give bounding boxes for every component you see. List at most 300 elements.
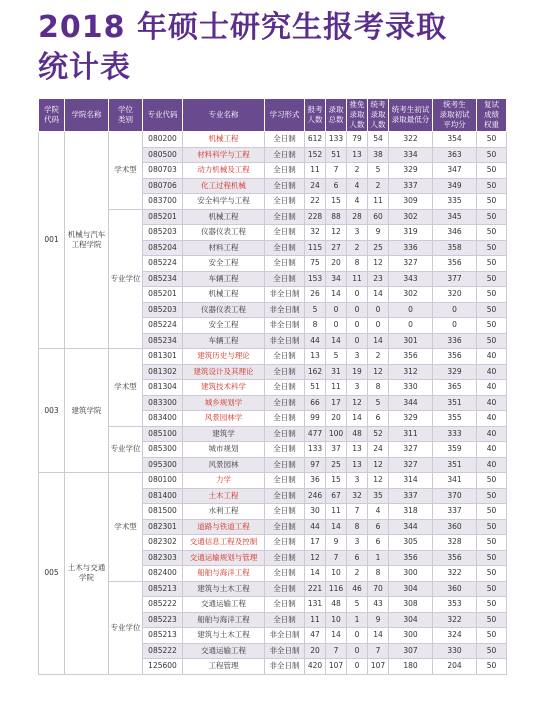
- applicants: 24: [305, 178, 326, 194]
- study-mode: 非全日制: [265, 333, 305, 349]
- college-name: 土木与交通学院: [65, 473, 109, 675]
- applicants: 11: [305, 612, 326, 628]
- major-name: 交通运输工程: [183, 643, 265, 659]
- major-name: 城乡规划学: [183, 395, 265, 411]
- table-row: [39, 581, 507, 597]
- exam-admitted: 8: [368, 566, 389, 582]
- applicants: 36: [305, 473, 326, 489]
- retest-weight: 50: [477, 333, 507, 349]
- page-title: [38, 8, 518, 88]
- study-mode: 全日制: [265, 380, 305, 396]
- study-mode: 非全日制: [265, 302, 305, 318]
- major-name: 道路与铁道工程: [183, 519, 265, 535]
- exam-admitted: 38: [368, 147, 389, 163]
- applicants: 8: [305, 318, 326, 334]
- retest-weight: 50: [477, 178, 507, 194]
- exempt-admitted: 12: [347, 395, 368, 411]
- admitted-total: 14: [326, 628, 347, 644]
- exempt-admitted: 0: [347, 333, 368, 349]
- avg-score: 351: [433, 457, 477, 473]
- min-score: 304: [389, 612, 433, 628]
- admitted-total: 10: [326, 566, 347, 582]
- major-code: 085223: [143, 612, 183, 628]
- admitted-total: 11: [326, 504, 347, 520]
- exempt-admitted: 14: [347, 411, 368, 427]
- major-name: 材料科学与工程: [183, 147, 265, 163]
- admitted-total: 14: [326, 287, 347, 303]
- min-score: 302: [389, 209, 433, 225]
- avg-score: 320: [433, 287, 477, 303]
- avg-score: 363: [433, 147, 477, 163]
- exempt-admitted: 6: [347, 550, 368, 566]
- applicants: 228: [305, 209, 326, 225]
- study-mode: 非全日制: [265, 287, 305, 303]
- min-score: 307: [389, 643, 433, 659]
- min-score: 312: [389, 364, 433, 380]
- applicants: 246: [305, 488, 326, 504]
- retest-weight: 50: [477, 535, 507, 551]
- exempt-admitted: 3: [347, 225, 368, 241]
- applicants: 99: [305, 411, 326, 427]
- admitted-total: 107: [326, 659, 347, 675]
- study-mode: 全日制: [265, 519, 305, 535]
- study-mode: 全日制: [265, 581, 305, 597]
- avg-score: 356: [433, 550, 477, 566]
- major-code: 085224: [143, 256, 183, 272]
- retest-weight: 50: [477, 659, 507, 675]
- retest-weight: 50: [477, 256, 507, 272]
- exempt-admitted: 32: [347, 488, 368, 504]
- exempt-admitted: 0: [347, 287, 368, 303]
- major-code: 085203: [143, 225, 183, 241]
- table-row: [39, 132, 507, 148]
- study-mode: 全日制: [265, 271, 305, 287]
- retest-weight: 50: [477, 318, 507, 334]
- major-name: 建筑设计及其理论: [183, 364, 265, 380]
- column-header: 统考生初试 录取最低分: [389, 99, 433, 132]
- admitted-total: 11: [326, 380, 347, 396]
- avg-score: 0: [433, 302, 477, 318]
- min-score: 329: [389, 163, 433, 179]
- applicants: 44: [305, 333, 326, 349]
- degree-type: 学术型: [109, 132, 143, 210]
- major-name: 建筑学: [183, 426, 265, 442]
- admitted-total: 7: [326, 163, 347, 179]
- exam-admitted: 8: [368, 380, 389, 396]
- min-score: 329: [389, 411, 433, 427]
- exempt-admitted: 3: [347, 380, 368, 396]
- study-mode: 全日制: [265, 535, 305, 551]
- major-name: 机械工程: [183, 209, 265, 225]
- title-line-1: 2018 年硕士研究生报考录取: [38, 10, 447, 45]
- exempt-admitted: 0: [347, 318, 368, 334]
- avg-score: 324: [433, 628, 477, 644]
- degree-type: 专业学位: [109, 209, 143, 349]
- applicants: 5: [305, 302, 326, 318]
- exempt-admitted: 8: [347, 256, 368, 272]
- major-code: 085234: [143, 333, 183, 349]
- avg-score: 360: [433, 581, 477, 597]
- study-mode: 全日制: [265, 209, 305, 225]
- exempt-admitted: 8: [347, 519, 368, 535]
- major-name: 建筑历史与理论: [183, 349, 265, 365]
- major-name: 安全工程: [183, 318, 265, 334]
- applicants: 17: [305, 535, 326, 551]
- applicants: 75: [305, 256, 326, 272]
- major-name: 风景园林: [183, 457, 265, 473]
- min-score: 327: [389, 256, 433, 272]
- study-mode: 全日制: [265, 132, 305, 148]
- major-code: 085300: [143, 442, 183, 458]
- admitted-total: 6: [326, 178, 347, 194]
- admitted-total: 133: [326, 132, 347, 148]
- exempt-admitted: 2: [347, 240, 368, 256]
- exempt-admitted: 13: [347, 442, 368, 458]
- exam-admitted: 5: [368, 163, 389, 179]
- major-code: 085204: [143, 240, 183, 256]
- retest-weight: 50: [477, 302, 507, 318]
- retest-weight: 40: [477, 442, 507, 458]
- exam-admitted: 6: [368, 411, 389, 427]
- retest-weight: 40: [477, 426, 507, 442]
- applicants: 133: [305, 442, 326, 458]
- study-mode: 全日制: [265, 597, 305, 613]
- exam-admitted: 14: [368, 287, 389, 303]
- exam-admitted: 12: [368, 457, 389, 473]
- min-score: 322: [389, 132, 433, 148]
- degree-type: 专业学位: [109, 581, 143, 674]
- major-code: 085201: [143, 209, 183, 225]
- retest-weight: 50: [477, 581, 507, 597]
- retest-weight: 50: [477, 240, 507, 256]
- retest-weight: 50: [477, 271, 507, 287]
- admitted-total: 0: [326, 318, 347, 334]
- min-score: 343: [389, 271, 433, 287]
- study-mode: 全日制: [265, 364, 305, 380]
- admitted-total: 0: [326, 302, 347, 318]
- study-mode: 全日制: [265, 550, 305, 566]
- admitted-total: 34: [326, 271, 347, 287]
- exam-admitted: 70: [368, 581, 389, 597]
- major-name: 土木工程: [183, 488, 265, 504]
- avg-score: 345: [433, 209, 477, 225]
- applicants: 152: [305, 147, 326, 163]
- major-code: 085100: [143, 426, 183, 442]
- min-score: 0: [389, 318, 433, 334]
- applicants: 221: [305, 581, 326, 597]
- min-score: 302: [389, 287, 433, 303]
- study-mode: 全日制: [265, 411, 305, 427]
- table-body: [39, 132, 507, 675]
- min-score: 314: [389, 473, 433, 489]
- exempt-admitted: 0: [347, 659, 368, 675]
- major-name: 车辆工程: [183, 333, 265, 349]
- major-code: 081500: [143, 504, 183, 520]
- major-name: 水利工程: [183, 504, 265, 520]
- retest-weight: 50: [477, 147, 507, 163]
- exempt-admitted: 13: [347, 457, 368, 473]
- exam-admitted: 14: [368, 628, 389, 644]
- college-name: 机械与汽车工程学院: [65, 132, 109, 349]
- admitted-total: 25: [326, 457, 347, 473]
- admitted-total: 88: [326, 209, 347, 225]
- major-name: 交通运输规划与管理: [183, 550, 265, 566]
- admitted-total: 14: [326, 519, 347, 535]
- avg-score: 349: [433, 178, 477, 194]
- study-mode: 全日制: [265, 225, 305, 241]
- exempt-admitted: 0: [347, 628, 368, 644]
- retest-weight: 50: [477, 488, 507, 504]
- degree-type: 专业学位: [109, 426, 143, 473]
- retest-weight: 40: [477, 457, 507, 473]
- exam-admitted: 6: [368, 519, 389, 535]
- study-mode: 全日制: [265, 426, 305, 442]
- avg-score: 351: [433, 395, 477, 411]
- major-name: 建筑与土木工程: [183, 628, 265, 644]
- exempt-admitted: 79: [347, 132, 368, 148]
- min-score: 308: [389, 597, 433, 613]
- admitted-total: 67: [326, 488, 347, 504]
- retest-weight: 50: [477, 519, 507, 535]
- min-score: 330: [389, 380, 433, 396]
- exempt-admitted: 7: [347, 504, 368, 520]
- avg-score: 0: [433, 318, 477, 334]
- title-line-2: 统计表: [38, 50, 131, 85]
- study-mode: 全日制: [265, 488, 305, 504]
- retest-weight: 40: [477, 364, 507, 380]
- major-name: 力学: [183, 473, 265, 489]
- admitted-total: 7: [326, 643, 347, 659]
- study-mode: 全日制: [265, 349, 305, 365]
- admitted-total: 9: [326, 535, 347, 551]
- major-name: 船舶与海洋工程: [183, 566, 265, 582]
- column-header: 统考 录取 人数: [368, 99, 389, 132]
- applicants: 22: [305, 194, 326, 210]
- major-name: 化工过程机械: [183, 178, 265, 194]
- applicants: 612: [305, 132, 326, 148]
- min-score: 180: [389, 659, 433, 675]
- major-code: 081400: [143, 488, 183, 504]
- avg-score: 356: [433, 349, 477, 365]
- college-code: 005: [39, 473, 65, 675]
- applicants: 115: [305, 240, 326, 256]
- study-mode: 全日制: [265, 147, 305, 163]
- exempt-admitted: 0: [347, 643, 368, 659]
- column-header: 专业名称: [183, 99, 265, 132]
- min-score: 336: [389, 240, 433, 256]
- min-score: 327: [389, 442, 433, 458]
- exempt-admitted: 28: [347, 209, 368, 225]
- retest-weight: 40: [477, 380, 507, 396]
- major-code: 082303: [143, 550, 183, 566]
- retest-weight: 50: [477, 566, 507, 582]
- major-name: 交通运输工程: [183, 597, 265, 613]
- retest-weight: 50: [477, 628, 507, 644]
- admitted-total: 48: [326, 597, 347, 613]
- column-header: 学习形式: [265, 99, 305, 132]
- study-mode: 全日制: [265, 566, 305, 582]
- admitted-total: 12: [326, 225, 347, 241]
- exam-admitted: 23: [368, 271, 389, 287]
- major-name: 机械工程: [183, 287, 265, 303]
- admitted-total: 5: [326, 349, 347, 365]
- major-code: 082400: [143, 566, 183, 582]
- admitted-total: 100: [326, 426, 347, 442]
- retest-weight: 50: [477, 132, 507, 148]
- major-code: 080500: [143, 147, 183, 163]
- exam-admitted: 25: [368, 240, 389, 256]
- exempt-admitted: 4: [347, 178, 368, 194]
- exempt-admitted: 2: [347, 163, 368, 179]
- major-code: 080706: [143, 178, 183, 194]
- major-code: 083400: [143, 411, 183, 427]
- study-mode: 非全日制: [265, 643, 305, 659]
- exam-admitted: 4: [368, 504, 389, 520]
- applicants: 477: [305, 426, 326, 442]
- exam-admitted: 7: [368, 643, 389, 659]
- column-header: 报考 人数: [305, 99, 326, 132]
- retest-weight: 40: [477, 349, 507, 365]
- major-code: 080200: [143, 132, 183, 148]
- applicants: 420: [305, 659, 326, 675]
- admitted-total: 20: [326, 256, 347, 272]
- admitted-total: 15: [326, 194, 347, 210]
- major-code: 083700: [143, 194, 183, 210]
- major-name: 机械工程: [183, 132, 265, 148]
- major-code: 085224: [143, 318, 183, 334]
- study-mode: 全日制: [265, 442, 305, 458]
- major-code: 083300: [143, 395, 183, 411]
- avg-score: 329: [433, 364, 477, 380]
- study-mode: 非全日制: [265, 628, 305, 644]
- study-mode: 全日制: [265, 194, 305, 210]
- exam-admitted: 12: [368, 473, 389, 489]
- exempt-admitted: 19: [347, 364, 368, 380]
- major-name: 材料工程: [183, 240, 265, 256]
- column-header: 专业代码: [143, 99, 183, 132]
- exam-admitted: 6: [368, 535, 389, 551]
- major-code: 125600: [143, 659, 183, 675]
- avg-score: 347: [433, 163, 477, 179]
- column-header: 学院 代码: [39, 99, 65, 132]
- admitted-total: 37: [326, 442, 347, 458]
- retest-weight: 50: [477, 194, 507, 210]
- college-code: 003: [39, 349, 65, 473]
- min-score: 337: [389, 488, 433, 504]
- applicants: 44: [305, 519, 326, 535]
- exempt-admitted: 13: [347, 147, 368, 163]
- study-mode: 全日制: [265, 178, 305, 194]
- min-score: 318: [389, 504, 433, 520]
- major-code: 082302: [143, 535, 183, 551]
- applicants: 47: [305, 628, 326, 644]
- avg-score: 335: [433, 194, 477, 210]
- major-code: 080703: [143, 163, 183, 179]
- table-row: [39, 473, 507, 489]
- min-score: 300: [389, 566, 433, 582]
- retest-weight: 50: [477, 225, 507, 241]
- exam-admitted: 5: [368, 395, 389, 411]
- avg-score: 341: [433, 473, 477, 489]
- exam-admitted: 60: [368, 209, 389, 225]
- exam-admitted: 43: [368, 597, 389, 613]
- column-header: 推免 录取 人数: [347, 99, 368, 132]
- major-code: 085222: [143, 643, 183, 659]
- applicants: 153: [305, 271, 326, 287]
- study-mode: 非全日制: [265, 659, 305, 675]
- retest-weight: 50: [477, 612, 507, 628]
- admitted-total: 10: [326, 612, 347, 628]
- table-row: [39, 209, 507, 225]
- min-score: 300: [389, 628, 433, 644]
- major-code: 081302: [143, 364, 183, 380]
- admission-table: [38, 98, 507, 675]
- major-code: 085222: [143, 597, 183, 613]
- major-name: 建筑技术科学: [183, 380, 265, 396]
- exam-admitted: 107: [368, 659, 389, 675]
- exam-admitted: 24: [368, 442, 389, 458]
- admitted-total: 14: [326, 333, 347, 349]
- exempt-admitted: 2: [347, 566, 368, 582]
- retest-weight: 50: [477, 473, 507, 489]
- major-code: 082301: [143, 519, 183, 535]
- applicants: 30: [305, 504, 326, 520]
- avg-score: 353: [433, 597, 477, 613]
- avg-score: 336: [433, 333, 477, 349]
- min-score: 319: [389, 225, 433, 241]
- exam-admitted: 9: [368, 225, 389, 241]
- exam-admitted: 52: [368, 426, 389, 442]
- exempt-admitted: 3: [347, 473, 368, 489]
- avg-score: 346: [433, 225, 477, 241]
- min-score: 356: [389, 349, 433, 365]
- applicants: 66: [305, 395, 326, 411]
- retest-weight: 50: [477, 550, 507, 566]
- avg-score: 365: [433, 380, 477, 396]
- min-score: 337: [389, 178, 433, 194]
- retest-weight: 50: [477, 163, 507, 179]
- exam-admitted: 12: [368, 364, 389, 380]
- exam-admitted: 2: [368, 349, 389, 365]
- avg-score: 328: [433, 535, 477, 551]
- table-row: [39, 349, 507, 365]
- applicants: 97: [305, 457, 326, 473]
- admitted-total: 20: [326, 411, 347, 427]
- major-code: 081301: [143, 349, 183, 365]
- table-header-row: [39, 99, 507, 132]
- column-header: 学院名称: [65, 99, 109, 132]
- major-code: 080100: [143, 473, 183, 489]
- major-name: 仪器仪表工程: [183, 302, 265, 318]
- admitted-total: 15: [326, 473, 347, 489]
- exempt-admitted: 3: [347, 535, 368, 551]
- exam-admitted: 0: [368, 302, 389, 318]
- admitted-total: 17: [326, 395, 347, 411]
- avg-score: 377: [433, 271, 477, 287]
- major-code: 085201: [143, 287, 183, 303]
- applicants: 51: [305, 380, 326, 396]
- applicants: 162: [305, 364, 326, 380]
- exempt-admitted: 5: [347, 597, 368, 613]
- applicants: 14: [305, 566, 326, 582]
- exam-admitted: 2: [368, 178, 389, 194]
- study-mode: 全日制: [265, 612, 305, 628]
- admitted-total: 51: [326, 147, 347, 163]
- exam-admitted: 14: [368, 333, 389, 349]
- major-name: 风景园林学: [183, 411, 265, 427]
- applicants: 11: [305, 163, 326, 179]
- avg-score: 354: [433, 132, 477, 148]
